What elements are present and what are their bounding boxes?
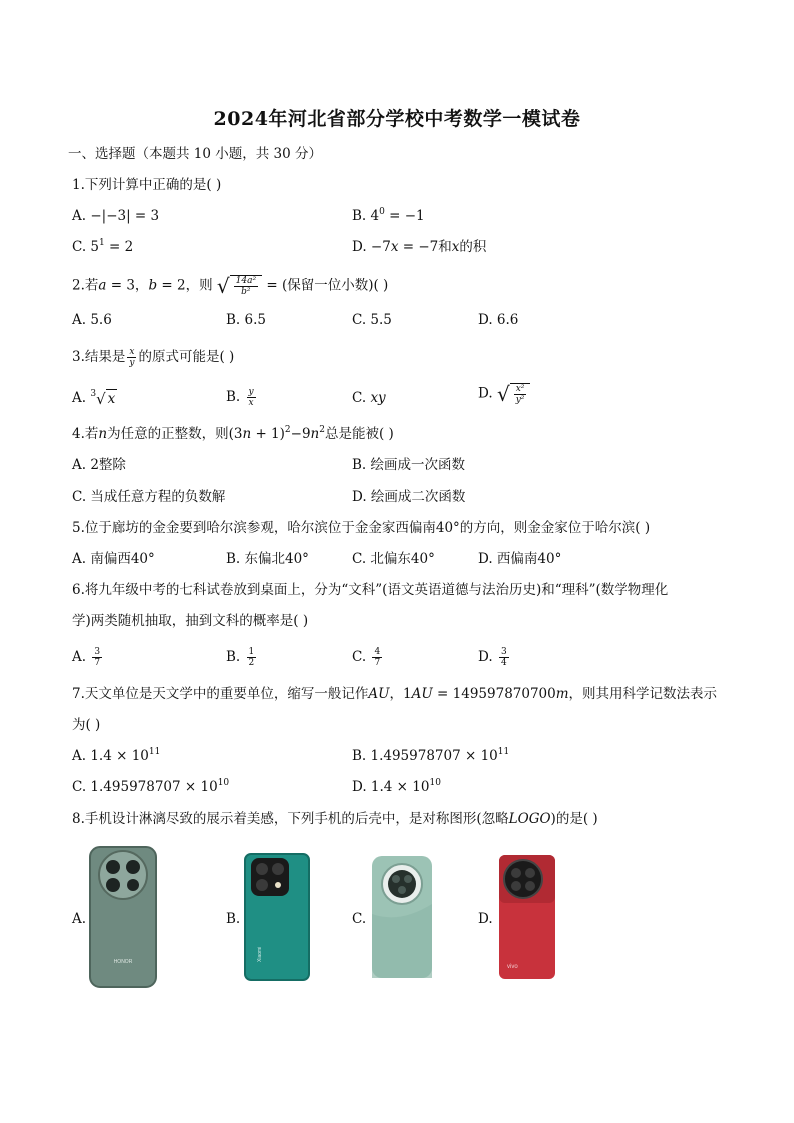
q5-option-a: A. 南偏西40° (72, 551, 155, 567)
phone-b-image (243, 852, 311, 982)
q7-option-c: C. $1.495978707 \times 10^{10}$ (72, 778, 230, 795)
q1-option-a: A. −|−3| = 3 (72, 208, 160, 224)
question-7-stem-line2: 为( ) (72, 717, 101, 733)
q5-option-c: C. 北偏东40° (352, 551, 435, 567)
q5-option-d: D. 西偏南40° (478, 551, 562, 567)
q8-option-b-label: B. (226, 911, 241, 927)
q4-option-c: C. 当成任意方程的负数解 (72, 489, 226, 505)
q1-option-c: C. $5^1 = 2$ (72, 238, 134, 255)
question-3-stem: 3.结果是 $\frac{x}{y}$ 的原式可能是( ) (72, 347, 235, 368)
question-8-stem: 8.手机设计淋漓尽致的展示着美感，下列手机的后壳中，是对称图形(忽略LOGO)的是( ) (72, 811, 598, 827)
q7-option-d: D. $1.4 \times 10^{10}$ (352, 778, 441, 795)
q7-option-a: A. $1.4 \times 10^{11}$ (72, 747, 161, 764)
phone-d-image (497, 853, 557, 981)
q4-option-a: A. 2整除 (72, 457, 126, 473)
q6-option-d: D. $\frac{3}{4}$ (478, 647, 507, 668)
question-4-stem: 4.若n为任意的正整数，则$(3n + 1)^2-9n^2$总是能被( ) (72, 425, 394, 442)
q6-option-c: C. $\frac{4}{7}$ (352, 647, 381, 668)
question-6-stem-line1: 6.将九年级中考的七科试卷放到桌面上，分为“文科”(语文英语道德与法治历史)和“理科”(数学物理化 (72, 582, 669, 598)
page-title: 2024年河北省部分学校中考数学一模试卷 (213, 108, 581, 130)
q3-option-a: A. $^3$ √ x (72, 389, 116, 408)
question-1-stem: 1.下列计算中正确的是( ) (72, 177, 222, 193)
phone-d-brand: vivo (507, 964, 518, 970)
q2-option-d: D. 6.6 (478, 312, 519, 328)
q4-option-b: B. 绘画成一次函数 (352, 457, 466, 473)
q1-option-b: B. $4^0 = -1$ (352, 207, 425, 224)
q8-option-c-label: C. (352, 911, 367, 927)
q5-option-b: B. 东偏北40° (226, 551, 309, 567)
q6-option-b: B. $\frac{1}{2}$ (226, 647, 255, 668)
phone-a-brand: HONOR (113, 959, 133, 965)
question-6-stem-line2: 学)两类随机抽取，抽到文科的概率是( ) (72, 613, 309, 629)
sqrt-expression: √ $\frac{\text{14a²}}{\text{b²}}$ (217, 275, 262, 297)
phone-b-brand: Xiaomi (257, 946, 263, 962)
q2-option-a: A. 5.6 (72, 312, 112, 328)
q8-option-a-label: A. (72, 911, 87, 927)
q3-option-b: B. $\frac{y}{x}$ (226, 387, 254, 408)
q2-option-b: B. 6.5 (226, 312, 266, 328)
question-2-stem: 2.若a = 3，b = 2，则 √ $\frac{\text{14a²}}{\text{b²}}$ = (保留一位小数)( ) (72, 274, 389, 298)
q1-option-d: D. −7x = −7和x的积 (352, 239, 487, 255)
question-5-stem: 5.位于廊坊的金金要到哈尔滨参观，哈尔滨位于金金家西偏南40°的方向，则金金家位于哈尔滨( ) (72, 520, 651, 536)
q2-option-c: C. 5.5 (352, 312, 392, 328)
q6-option-a: A. $\frac{3}{7}$ (72, 647, 101, 668)
q8-option-d-label: D. (478, 911, 493, 927)
question-7-stem-line1: 7.天文单位是天文学中的重要单位，缩写一般记作AU，1AU = 149597870700m，则其用科学记数法表示 (72, 686, 718, 702)
section-heading: 一、选择题（本题共 10 小题，共 30 分） (68, 146, 323, 162)
q7-option-b: B. $1.495978707 \times 10^{11}$ (352, 747, 510, 764)
phone-a-image (88, 845, 158, 989)
q3-option-c: C. xy (352, 390, 386, 406)
q3-option-d: D. √ $\frac{\text{x²}}{\text{y²}}$ (478, 383, 530, 405)
q4-option-d: D. 绘画成二次函数 (352, 489, 466, 505)
phone-c-image (370, 854, 434, 980)
